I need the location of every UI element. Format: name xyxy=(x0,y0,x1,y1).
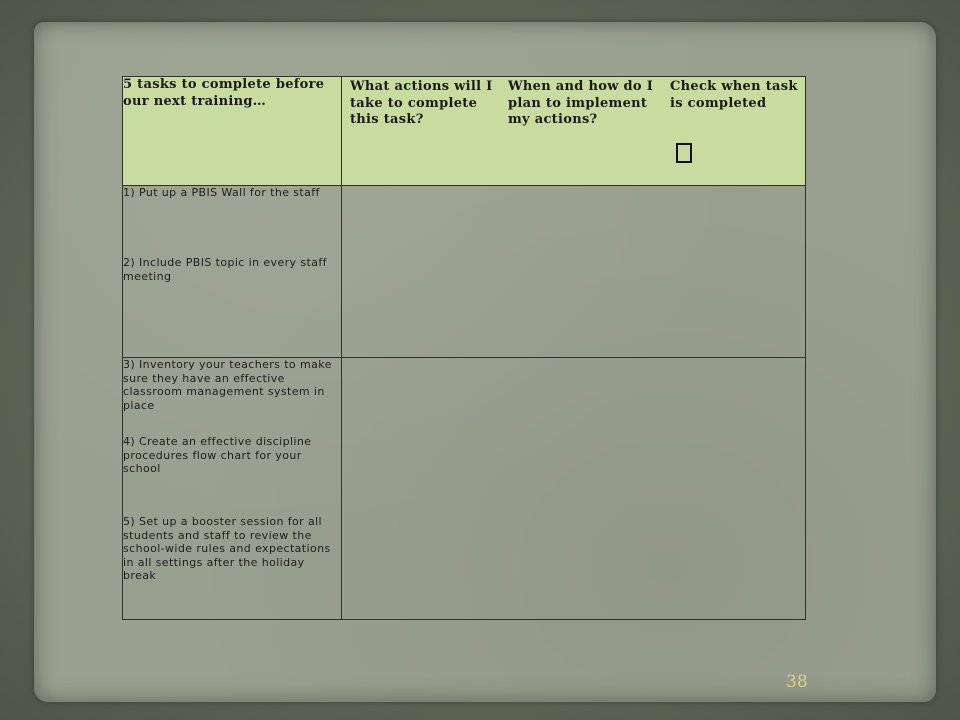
response-cell[interactable] xyxy=(342,186,806,358)
task-item: 2) Include PBIS topic in every staff meeting xyxy=(123,256,327,283)
task-item: 5) Set up a booster session for all students and staff to review the school-wide rules and expectations in all settings after the holiday break xyxy=(123,515,331,582)
task-list-cell xyxy=(123,186,342,358)
empty-checkbox-icon xyxy=(676,143,692,163)
header-cell-group xyxy=(342,77,806,186)
header-when-how-label: When and how do I plan to implement my actions? xyxy=(508,79,654,127)
header-cell-tasks xyxy=(123,77,342,186)
header-tasks-label: 5 tasks to complete before our next training… xyxy=(123,77,325,109)
task-table xyxy=(122,76,806,620)
table-row xyxy=(123,186,806,358)
header-check-label: Check when task is completed xyxy=(670,79,798,111)
table-row xyxy=(123,358,806,620)
header-actions-label: What actions will I take to complete this task? xyxy=(350,79,493,127)
response-cell[interactable] xyxy=(342,358,806,620)
task-item: 4) Create an effective discipline procedures flow chart for your school xyxy=(123,435,312,475)
task-item: 3) Inventory your teachers to make sure they have an effective classroom management system in place xyxy=(123,358,332,412)
page-number: 38 xyxy=(786,672,808,692)
table-header-row xyxy=(123,77,806,186)
task-item: 1) Put up a PBIS Wall for the staff xyxy=(123,186,320,199)
task-list-cell xyxy=(123,358,342,620)
